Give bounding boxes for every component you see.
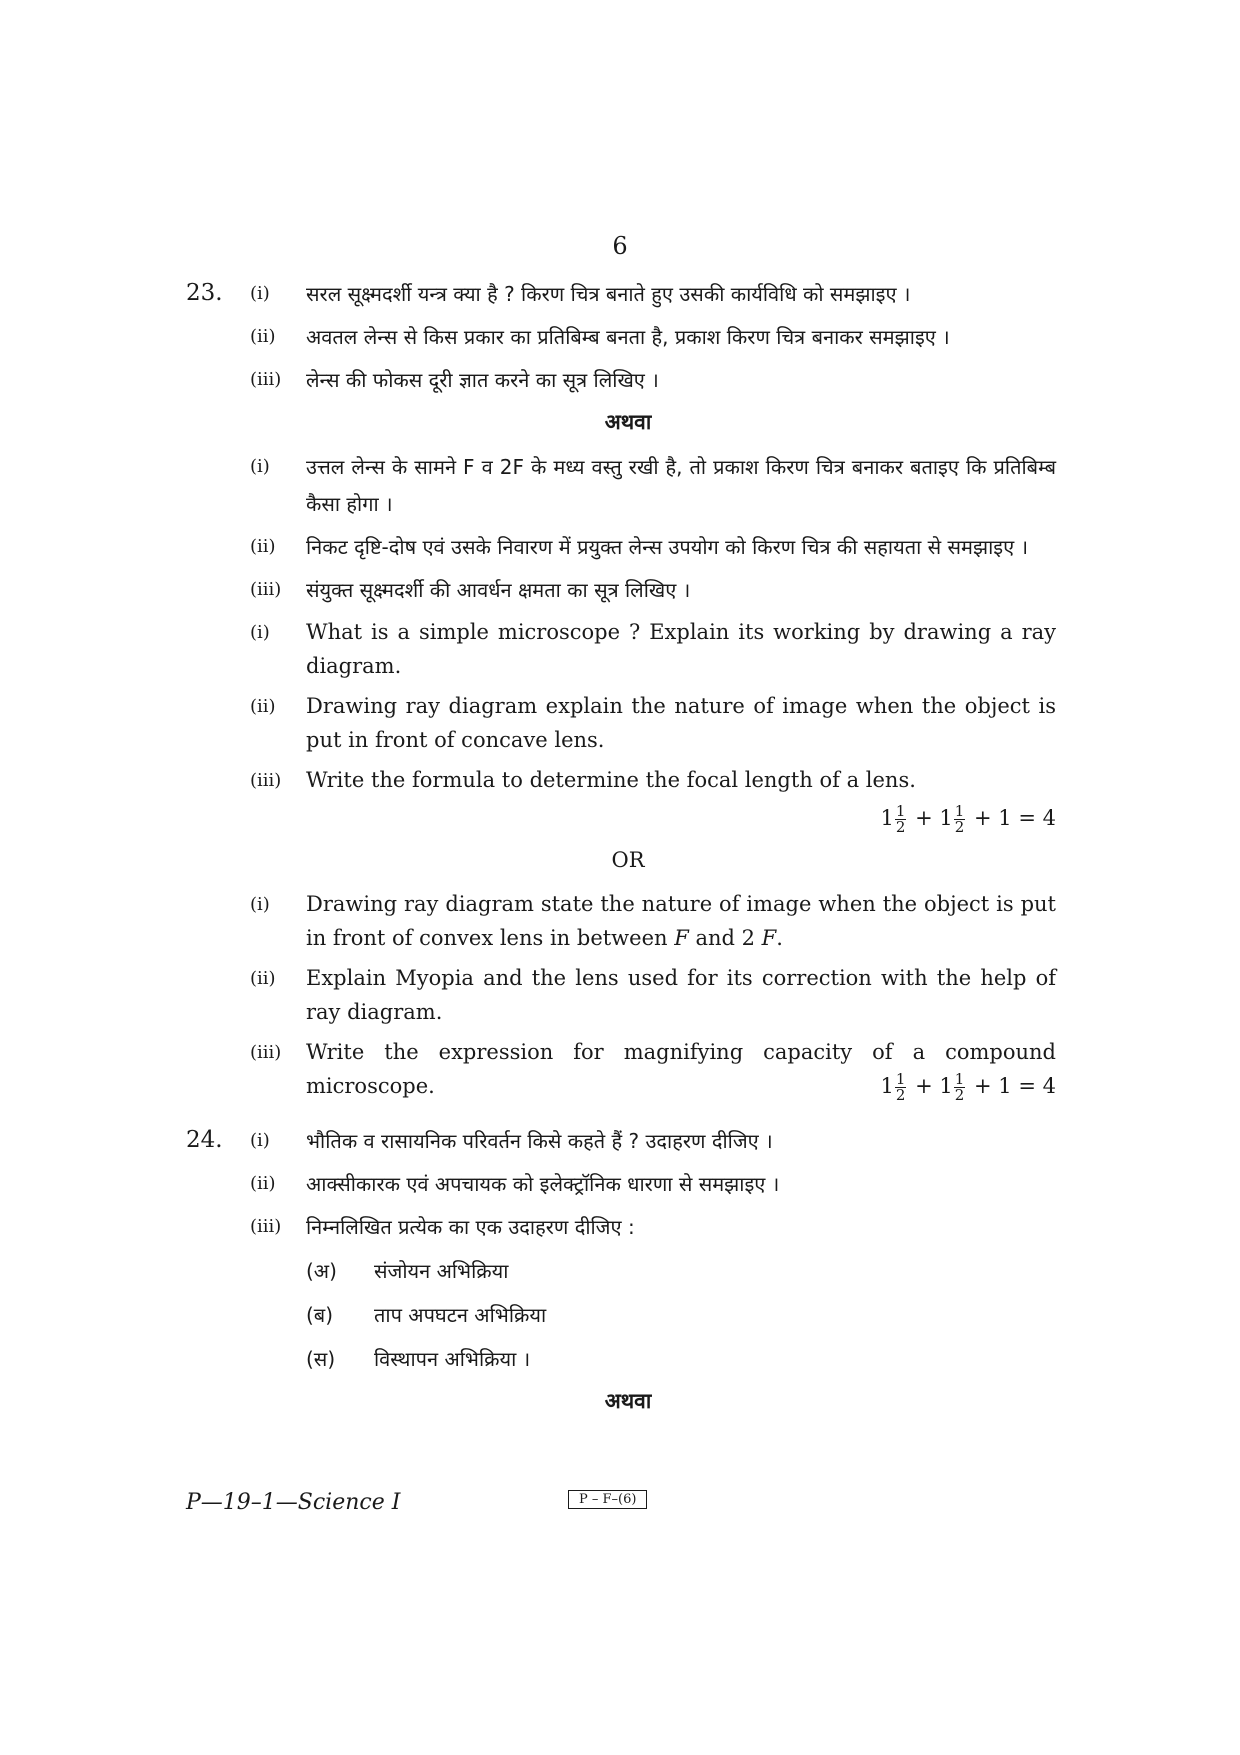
item-text: उत्तल लेन्स के सामने F व 2F के मध्य वस्तु रखी है, तो प्रकाश किरण चित्र बनाकर बताइए कि प्रतिबिम्ब कैसा होगा ।: [306, 455, 1056, 516]
marks-total: 4: [1042, 806, 1056, 830]
page-code-box: P – F–(6): [568, 1490, 647, 1509]
item-label: (ii): [250, 696, 276, 717]
item-label: (iii): [250, 770, 282, 791]
item-text: निकट दृष्टि-दोष एवं उसके निवारण में प्रयुक्त लेन्स उपयोग को किरण चित्र की सहायता से समझाइए ।: [306, 535, 1029, 559]
item-label: (ii): [250, 326, 276, 347]
page-number: 6: [612, 232, 628, 260]
q23-hindi-item-1: [250, 276, 1056, 313]
variable-f: F: [674, 926, 689, 950]
marks-equals: =: [1018, 806, 1036, 830]
marks-plus: +: [973, 806, 992, 830]
q24-sub-item-c: [306, 1340, 1056, 1378]
q23-english-or-item-3: [250, 1035, 1056, 1103]
sub-label: (स): [306, 1347, 336, 1371]
question-body: [250, 276, 1056, 1109]
q23-english-or-item-2: [250, 961, 1056, 1029]
q23-hindi-item-3: [250, 362, 1056, 399]
sub-label: (अ): [306, 1259, 337, 1283]
q24-sub-items: [306, 1252, 1056, 1378]
item-label: (ii): [250, 536, 276, 557]
item-text: What is a simple microscope ? Explain its working by drawing a ray diagram.: [306, 620, 1056, 678]
item-text: लेन्स की फोकस दूरी ज्ञात करने का सूत्र लिखिए ।: [306, 368, 659, 392]
q23-english-item-1: [250, 615, 1056, 683]
sub-text: विस्थापन अभिक्रिया ।: [374, 1347, 531, 1371]
marks-whole: 1: [939, 806, 953, 830]
q23-hindi-or-item-1: [250, 449, 1056, 523]
item-text: अवतल लेन्स से किस प्रकार का प्रतिबिम्ब बनता है, प्रकाश किरण चित्र बनाकर समझाइए ।: [306, 325, 950, 349]
q23-english-item-2: [250, 689, 1056, 757]
question-number: 23.: [186, 280, 223, 306]
item-label: (iii): [250, 1042, 282, 1063]
marks-whole: 1: [880, 806, 894, 830]
marks-one: 1: [998, 806, 1012, 830]
item-label: (ii): [250, 1173, 276, 1194]
marks-fraction: $\frac{1}{2}$: [895, 1070, 906, 1104]
item-text: Write the expression for magnifying capacity of a compound microscope. 1 $\frac{1}{2}$ + 1 $\frac{1}{2}$ + 1 = 4: [306, 1040, 1056, 1104]
q23-hindi-item-2: [250, 319, 1056, 356]
or-heading-hindi: अथवा: [604, 1389, 652, 1413]
item-text: सरल सूक्ष्मदर्शी यन्त्र क्या है ? किरण चित्र बनाते हुए उसकी कार्यविधि को समझाइए ।: [306, 282, 911, 306]
question-content: [186, 276, 1056, 1436]
item-text: Write the formula to determine the focal length of a lens.: [306, 768, 916, 792]
q24-hindi-item-1: [250, 1123, 1056, 1160]
q24-sub-item-b: [306, 1296, 1056, 1334]
q23-hindi-or-item-2: [250, 529, 1056, 566]
marks-fraction: $\frac{1}{2}$: [954, 1070, 965, 1104]
question-23: [186, 276, 1056, 1109]
marks-plus: +: [915, 806, 933, 830]
q24-hindi-item-2: [250, 1166, 1056, 1203]
or-heading-hindi: अथवा: [604, 410, 652, 434]
item-label: (iii): [250, 1216, 282, 1237]
q23-hindi-or-item-3: [250, 572, 1056, 609]
question-body: [250, 1123, 1056, 1428]
marks-allocation: [250, 801, 1056, 835]
item-label: (i): [250, 283, 270, 304]
item-text: Explain Myopia and the lens used for its correction with the help of ray diagram.: [306, 966, 1056, 1024]
paper-code: P—19–1—Science I: [186, 1490, 401, 1515]
q23-english-or-item-1: [250, 887, 1056, 955]
q24-hindi-item-3: [250, 1209, 1056, 1246]
item-text: संयुक्त सूक्ष्मदर्शी की आवर्धन क्षमता का सूत्र लिखिए ।: [306, 578, 691, 602]
marks-fraction: $\frac{1}{2}$: [954, 802, 965, 836]
item-label: (i): [250, 894, 270, 915]
marks-fraction: $\frac{1}{2}$: [895, 802, 906, 836]
q23-english-item-3: [250, 763, 1056, 799]
q24-sub-item-a: [306, 1252, 1056, 1290]
item-text: भौतिक व रासायनिक परिवर्तन किसे कहते हैं ? उदाहरण दीजिए ।: [306, 1129, 773, 1153]
item-label: (i): [250, 456, 270, 477]
item-text: निम्नलिखित प्रत्येक का एक उदाहरण दीजिए :: [306, 1215, 635, 1239]
item-text: Drawing ray diagram explain the nature of image when the object is put in front of concave lens.: [306, 694, 1056, 752]
item-label: (iii): [250, 369, 282, 390]
question-number: 24.: [186, 1127, 223, 1153]
marks-allocation: 1 $\frac{1}{2}$ + 1 $\frac{1}{2}$ + 1 = 4: [880, 1070, 1056, 1104]
sub-text: संजोयन अभिक्रिया: [374, 1259, 509, 1283]
item-label: (i): [250, 1130, 270, 1151]
sub-label: (ब): [306, 1303, 334, 1327]
or-heading-english: OR: [611, 848, 645, 872]
question-24: [186, 1123, 1056, 1428]
item-label: (i): [250, 622, 270, 643]
variable-f: F: [761, 926, 777, 950]
sub-text: ताप अपघटन अभिक्रिया: [374, 1303, 547, 1327]
item-text: Drawing ray diagram state the nature of image when the object is put in front of convex lens in between F and 2 F.: [306, 892, 1056, 950]
item-label: (ii): [250, 968, 276, 989]
item-label: (iii): [250, 579, 282, 600]
item-text: आक्सीकारक एवं अपचायक को इलेक्ट्रॉनिक धारणा से समझाइए ।: [306, 1172, 780, 1196]
